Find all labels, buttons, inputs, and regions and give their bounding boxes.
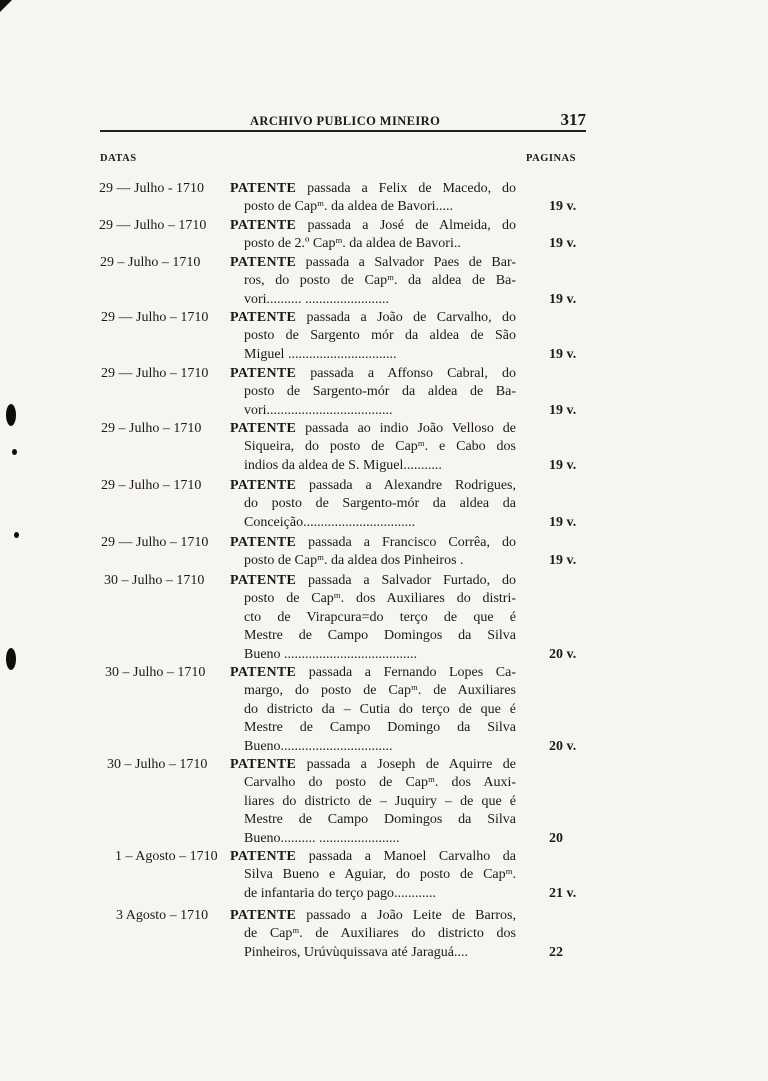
entry-text-line: vori.......... ........................	[244, 291, 390, 307]
entry-page: 19 v.	[549, 199, 577, 215]
patente-keyword: PATENTE	[230, 478, 297, 493]
entry-page: 20 v.	[549, 738, 577, 754]
entry-text-line: Miguel ...............................	[244, 346, 397, 362]
entry-text	[230, 477, 516, 532]
patente-keyword: PATENTE	[230, 849, 297, 864]
entry-text	[230, 756, 516, 848]
entry-text-line: indios da aldea de S. Miguel...........	[244, 457, 442, 473]
binding-hole	[14, 532, 19, 538]
entry-text-line: Mestre de Campo Domingos da Silva	[244, 628, 516, 644]
entry-text-line: posto de Capᵐ. da aldea dos Pinheiros .	[244, 553, 464, 569]
entry-text	[230, 254, 516, 309]
entry-text-line: PATENTE passada a Fernando Lopes Ca-	[230, 665, 516, 680]
entry-text-line: Pinheiros, Urúvùquissava até Jaraguá....	[244, 944, 468, 960]
entry-date: 30 – Julho – 1710	[105, 665, 206, 680]
entry-page: 19 v.	[549, 402, 577, 418]
patente-keyword: PATENTE	[230, 310, 297, 325]
entry-text-line: ros, do posto de Capᵐ. da aldea de Ba-	[244, 273, 516, 289]
entry-text	[230, 420, 516, 475]
entry-date: 29 — Julho – 1710	[101, 310, 209, 325]
entry-date: 29 – Julho – 1710	[100, 255, 201, 270]
entry-date: 30 – Julho – 1710	[104, 573, 205, 588]
page-number: 317	[560, 110, 586, 129]
entry-text-line: Bueno................................	[244, 738, 393, 754]
patente-keyword: PATENTE	[230, 366, 297, 381]
entry-page: 19 v.	[549, 236, 577, 252]
entry-date: 29 – Julho – 1710	[101, 478, 202, 493]
patente-keyword: PATENTE	[230, 218, 297, 233]
entry-text	[230, 534, 516, 571]
entry-text-line: PATENTE passada a Felix de Macedo, do	[230, 181, 516, 196]
entry-page: 19 v.	[549, 553, 577, 569]
entry-page: 19 v.	[549, 346, 577, 362]
entry-text	[230, 217, 516, 254]
entry-text	[230, 572, 516, 664]
page-header	[100, 110, 586, 130]
entry-text	[230, 907, 516, 962]
entry-date: 3 Agosto – 1710	[116, 908, 209, 923]
entry-date: 1 – Agosto – 1710	[115, 849, 218, 864]
header-title: ARCHIVO PUBLICO MINEIRO	[250, 114, 441, 128]
page-corner-mark	[0, 0, 12, 12]
entry-text-line: Siqueira, do posto de Capᵐ. e Cabo dos	[244, 439, 516, 455]
column-header-paginas: PAGINAS	[526, 153, 576, 164]
entry-text	[230, 664, 516, 756]
entry-date: 29 – Julho – 1710	[101, 421, 202, 436]
entry-text-line: Mestre de Campo Domingos da Silva	[244, 812, 516, 828]
entry-text-line: Bueno.......... .......................	[244, 830, 400, 846]
entry-text-line: posto de Capᵐ. dos Auxiliares do distri-	[244, 591, 516, 607]
patente-keyword: PATENTE	[230, 757, 297, 772]
entry-text-line: PATENTE passada ao indio João Velloso de	[230, 421, 516, 436]
entry-text-line: PATENTE passada a Salvador Paes de Bar-	[230, 255, 516, 270]
entry-page: 19 v.	[549, 291, 577, 307]
entry-text-line: cto de Virapcura=do terço de que é	[244, 609, 516, 625]
entry-page: 19 v.	[549, 514, 577, 530]
entry-text-line: margo, do posto de Capᵐ. de Auxiliares	[244, 683, 516, 699]
entry-page: 20 v.	[549, 646, 577, 662]
entry-text-line: PATENTE passado a João Leite de Barros,	[230, 908, 516, 923]
entry-text-line: PATENTE passada a Salvador Furtado, do	[230, 573, 516, 588]
entry-text-line: Silva Bueno e Aguiar, do posto de Capᵐ.	[244, 867, 516, 883]
entry-page: 20	[549, 830, 563, 846]
binding-hole	[6, 648, 16, 670]
entry-date: 29 — Julho – 1710	[99, 218, 207, 233]
entry-text-line: Carvalho do posto de Capᵐ. dos Auxi-	[244, 775, 516, 791]
entry-text-line: Conceição................................	[244, 514, 416, 530]
patente-keyword: PATENTE	[230, 535, 297, 550]
entry-text-line: de infantaria do terço pago............	[244, 885, 437, 901]
entry-text	[230, 180, 516, 217]
entry-text-line: PATENTE passada a João de Carvalho, do	[230, 310, 516, 325]
column-header-datas: DATAS	[100, 153, 137, 164]
entry-date: 29 — Julho – 1710	[101, 366, 209, 381]
entry-text-line: Mestre de Campo Domingo da Silva	[244, 720, 516, 736]
entry-text-line: PATENTE passada a Joseph de Aquirre de	[230, 757, 516, 772]
entry-text-line: posto de Capᵐ. da aldea de Bavori.....	[244, 199, 454, 215]
entry-text-line: PATENTE passada a Affonso Cabral, do	[230, 366, 516, 381]
entry-text-line: PATENTE passada a Alexandre Rodrigues,	[230, 478, 516, 493]
entry-text-line: liares do districto de – Juquiry – de que é	[244, 793, 516, 809]
entry-date: 30 – Julho – 1710	[107, 757, 208, 772]
entry-text-line: de Capᵐ. de Auxiliares do districto dos	[244, 926, 516, 942]
entry-text-line: vori....................................	[244, 402, 393, 418]
entry-text-line: do posto de Sargento-mór da aldea da	[244, 496, 516, 512]
patente-keyword: PATENTE	[230, 421, 297, 436]
patente-keyword: PATENTE	[230, 255, 297, 270]
entry-text	[230, 365, 516, 420]
entry-page: 22	[549, 944, 563, 960]
binding-hole	[6, 404, 16, 426]
entry-page: 21 v.	[549, 885, 577, 901]
patente-keyword: PATENTE	[230, 908, 297, 923]
entry-date: 29 — Julho – 1710	[101, 535, 209, 550]
entry-text-line: posto de Sargento-mór da aldea de Ba-	[244, 384, 516, 400]
entry-text	[230, 848, 516, 903]
header-rule	[100, 130, 586, 132]
entry-text-line: PATENTE passada a José de Almeida, do	[230, 218, 516, 233]
entry-text-line: PATENTE passada a Manoel Carvalho da	[230, 849, 516, 864]
binding-hole	[12, 449, 17, 455]
entry-text-line: posto de Sargento mór da aldea de São	[244, 328, 516, 344]
patente-keyword: PATENTE	[230, 573, 297, 588]
entry-text-line: do districto da – Cutia do terço de que é	[244, 701, 516, 717]
patente-keyword: PATENTE	[230, 181, 297, 196]
entry-text-line: Bueno ......................................	[244, 646, 418, 662]
patente-keyword: PATENTE	[230, 665, 297, 680]
entry-text-line: posto de 2.º Capᵐ. da aldea de Bavori..	[244, 236, 461, 252]
entry-text-line: PATENTE passada a Francisco Corrêa, do	[230, 535, 516, 550]
entry-text	[230, 309, 516, 364]
entry-date: 29 — Julho - 1710	[99, 181, 204, 196]
entry-page: 19 v.	[549, 457, 577, 473]
